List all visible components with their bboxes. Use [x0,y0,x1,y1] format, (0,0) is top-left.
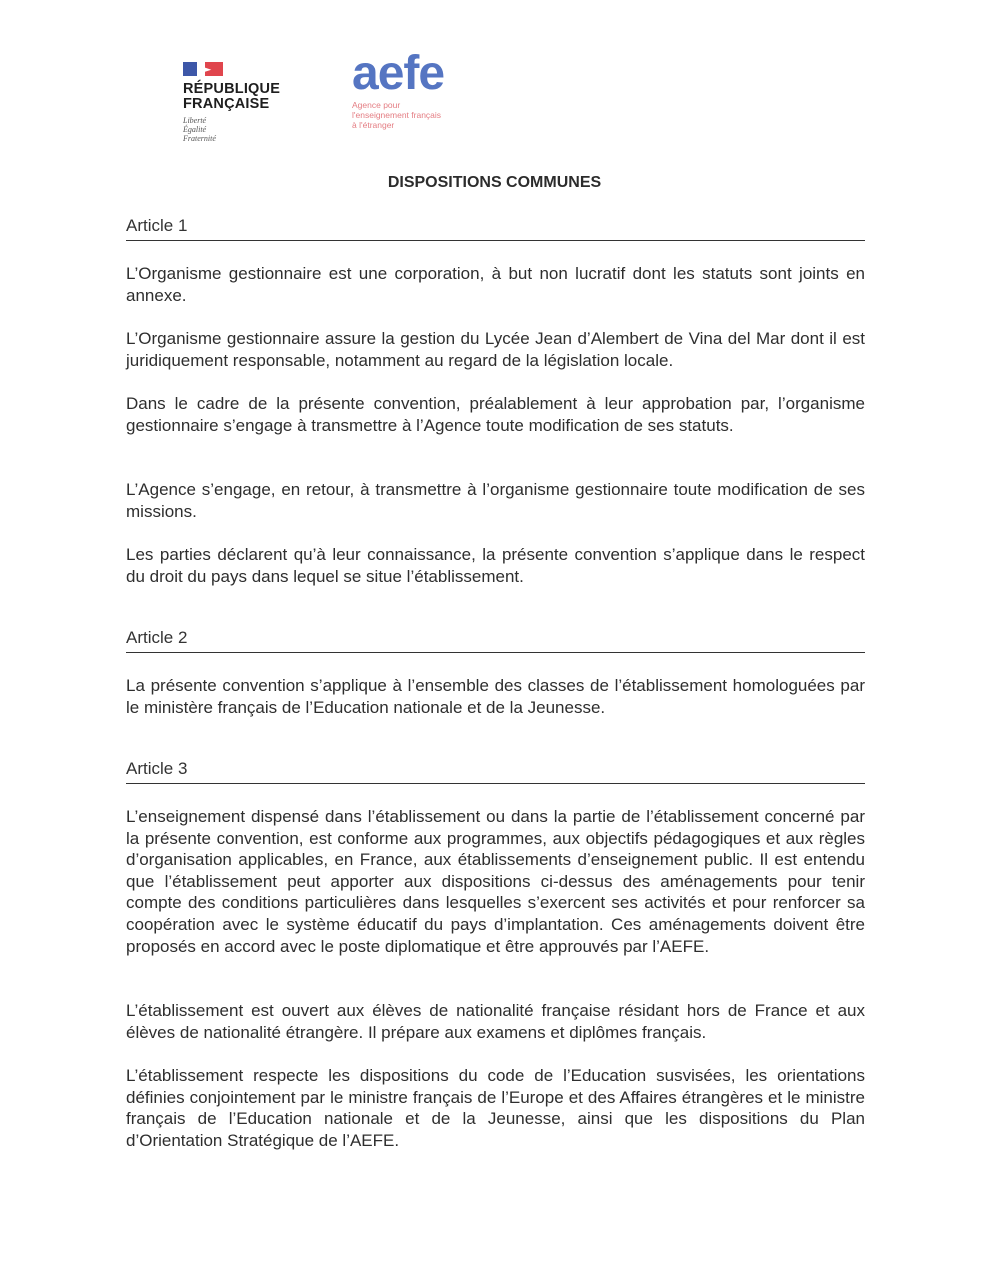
republique-name-line2: FRANÇAISE [183,96,270,112]
republique-name-line1: RÉPUBLIQUE [183,81,281,97]
document-title: DISPOSITIONS COMMUNES [387,174,602,191]
aefe-logo [352,47,492,130]
aefe-tagline-line1: Agence pour [352,100,401,110]
article-1-paragraph-2: L’Organisme gestionnaire assure la gestion du Lycée Jean d’Alembert de Vina del Mar dont il est juridiquement responsable, notamment au regard de la législation locale. [126,329,865,370]
article-1-paragraph-5: Les parties déclarent qu’à leur connaissance, la présente convention s’applique dans le respect du droit du pays dans lequel se situe l’établissement. [126,545,865,586]
article-1-heading: Article 1 [126,216,865,241]
article-3-paragraph-1: L’enseignement dispensé dans l’établissement ou dans la partie de l’établissement concerné par la présente convention, est conforme aux programmes, aux objectifs pédagogiques et aux règles d’organisation applicables, en France, aux établissements d’enseignement public. Il est entendu que l’établissement peut apporter aux dispositions ci-dessus des aménagements pour tenir compte des conditions particulières dans lesquelles s’exercent ses activités et pour renforcer sa coopération avec le système éducatif du pays d’implantation. Ces aménagements doivent être proposés en accord avec le poste diplomatique et être approuvés par l’AEFE. [126,807,865,956]
article-3-heading: Article 3 [126,759,865,784]
motto-fraternite: Fraternité [183,134,216,143]
article-1-paragraph-4: L’Agence s’engage, en retour, à transmettre à l’organisme gestionnaire toute modification de ses missions. [126,480,865,521]
article-1-paragraph-3: Dans le cadre de la présente convention, préalablement à leur approbation par, l’organisme gestionnaire s’engage à transmettre à l’Agence toute modification de ses statuts. [126,394,865,435]
aefe-tagline-line2: l'enseignement français [352,110,442,120]
article-3-paragraph-2: L’établissement est ouvert aux élèves de nationalité française résidant hors de France et aux élèves de nationalité étrangère. Il prépare aux examens et diplômes français. [126,1001,865,1042]
aefe-tagline-line3: à l'étranger [352,120,395,130]
republique-motto [183,116,303,143]
article-2-heading: Article 2 [126,628,865,653]
article-1-paragraph-1: L’Organisme gestionnaire est une corporation, à but non lucratif dont les statuts sont joints en annexe. [126,264,865,305]
french-flag-icon [183,62,223,76]
aefe-wordmark: aefe [352,47,445,100]
article-2-paragraph-1: La présente convention s’applique à l’ensemble des classes de l’établissement homologuées par le ministère français de l’Education nationale et de la Jeunesse. [126,676,865,717]
motto-liberte: Liberté [183,116,207,125]
article-3-paragraph-3: L’établissement respecte les dispositions du code de l’Education susvisées, les orientations définies conjointement par le ministre français de l’Europe et des Affaires étrangères et le ministre français de l’Education nationale et de la Jeunesse, ainsi que les dispositions du Plan d’Orientation Stratégique de l’AEFE. [126,1066,865,1150]
motto-egalite: Égalité [183,125,207,134]
republique-francaise-logo [183,62,303,143]
